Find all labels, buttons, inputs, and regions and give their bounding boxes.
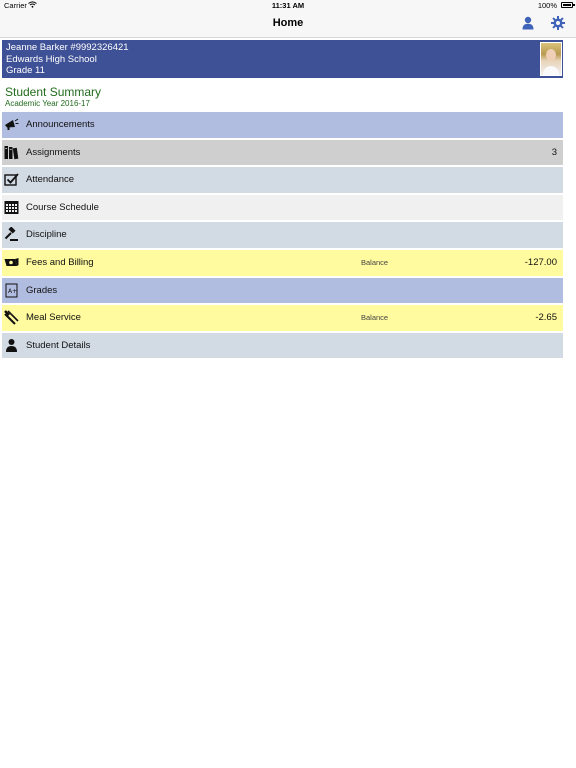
utensils-icon bbox=[4, 310, 19, 325]
menu-item-grades[interactable] bbox=[2, 278, 563, 304]
menu-item-announcements[interactable] bbox=[2, 112, 563, 138]
menu-item-label: Grades bbox=[26, 284, 58, 296]
calendar-icon bbox=[4, 200, 19, 215]
megaphone-icon bbox=[4, 117, 19, 132]
menu-item-label: Course Schedule bbox=[26, 201, 99, 213]
menu-item-meal-service[interactable] bbox=[2, 305, 563, 331]
meal-balance-label: Balance bbox=[361, 313, 389, 323]
user-icon bbox=[521, 16, 535, 30]
menu-item-label: Attendance bbox=[26, 174, 75, 186]
menu-item-course-schedule[interactable] bbox=[2, 195, 563, 221]
checkbox-icon bbox=[4, 172, 19, 187]
menu-item-label: Announcements bbox=[26, 119, 95, 130]
menu-item-assignments[interactable] bbox=[2, 140, 563, 166]
menu-item-discipline[interactable] bbox=[2, 222, 563, 248]
settings-button[interactable] bbox=[551, 16, 565, 30]
battery-percent: 100% bbox=[537, 1, 557, 10]
page-title: Home bbox=[272, 17, 304, 29]
status-bar bbox=[0, 0, 576, 11]
navigation-bar bbox=[0, 11, 576, 38]
gear-icon bbox=[551, 16, 565, 30]
meal-balance-value: -2.65 bbox=[535, 312, 557, 324]
menu-item-label: Discipline bbox=[26, 229, 67, 241]
grade-icon bbox=[4, 283, 19, 298]
student-school: Edwards High School bbox=[6, 53, 97, 65]
assignments-count: 3 bbox=[551, 146, 557, 158]
gavel-icon bbox=[4, 227, 19, 242]
student-name-id: Jeanne Barker #9992326421 bbox=[6, 42, 129, 53]
person-icon bbox=[4, 338, 19, 353]
fees-balance-label: Balance bbox=[361, 257, 389, 267]
svg-text:A+: A+ bbox=[8, 287, 18, 295]
menu-item-label: Assignments bbox=[26, 146, 81, 158]
summary-menu bbox=[2, 112, 563, 360]
student-grade: Grade 11 bbox=[6, 65, 45, 76]
money-icon bbox=[4, 255, 19, 270]
user-button[interactable] bbox=[521, 16, 535, 30]
fees-balance-value: -127.00 bbox=[524, 256, 557, 268]
carrier-label: Carrier bbox=[4, 1, 27, 10]
student-header bbox=[2, 40, 563, 78]
menu-item-fees-and-billing[interactable] bbox=[2, 250, 563, 276]
menu-item-label: Fees and Billing bbox=[26, 256, 94, 268]
menu-item-label: Meal Service bbox=[26, 312, 81, 324]
books-icon bbox=[4, 145, 19, 160]
menu-item-attendance[interactable] bbox=[2, 167, 563, 193]
summary-title: Student Summary bbox=[5, 85, 102, 99]
academic-year: Academic Year 2016-17 bbox=[5, 99, 90, 108]
menu-item-label: Student Details bbox=[26, 339, 91, 351]
menu-item-student-details[interactable] bbox=[2, 333, 563, 359]
status-time: 11:31 AM bbox=[271, 1, 305, 10]
student-photo[interactable] bbox=[540, 42, 562, 76]
battery-icon bbox=[561, 2, 573, 8]
